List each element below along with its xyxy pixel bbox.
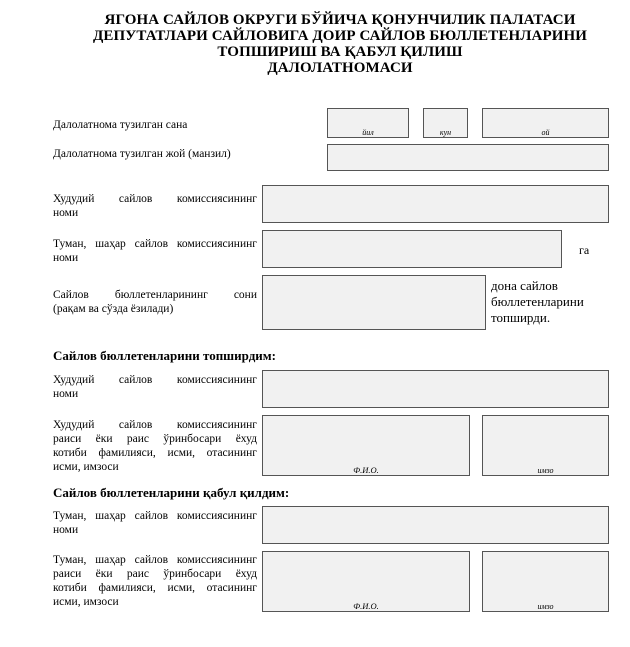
received-commission-field[interactable] (262, 506, 609, 544)
handed-signature-field[interactable] (482, 415, 609, 476)
month-field[interactable] (482, 108, 609, 138)
ballots-count-suffix: дона сайлов бюллетенларини топширди. (491, 278, 584, 325)
place-field[interactable] (327, 144, 609, 171)
district-commission-field[interactable] (262, 185, 609, 223)
ballots-count-field[interactable] (262, 275, 486, 330)
city-commission-label: Туман, шаҳар сайлов комиссиясининг номи (53, 238, 257, 264)
received-signature-field[interactable] (482, 551, 609, 612)
title-line-3: ТОПШИРИШ ВА ҚАБУЛ ҚИЛИШ (217, 44, 463, 60)
document-title (60, 12, 620, 76)
year-caption: йил (362, 128, 374, 137)
title-line-4: ДАЛОЛАТНОМАСИ (267, 60, 413, 76)
date-label: Далолатнома тузилган сана (53, 119, 188, 131)
received-signer-label: Туман, шаҳар сайлов комиссиясининг раиси ёки раис ўринбосари ёхуд котиби фамилияси, исми, отасининг исми, имзоси (53, 554, 257, 608)
ballots-count-label: Сайлов бюллетенларининг сони (рақам ва сўзда ёзилади) (53, 289, 257, 315)
handed-commission-label: Худудий сайлов комиссиясининг номи (53, 374, 257, 400)
received-commission-label: Туман, шаҳар сайлов комиссиясининг номи (53, 510, 257, 536)
place-label: Далолатнома тузилган жой (манзил) (53, 148, 231, 160)
day-caption: кун (439, 128, 452, 137)
handed-fio-caption: Ф.И.О. (353, 465, 379, 475)
district-commission-label: Худудий сайлов комиссиясининг номи (53, 193, 257, 219)
city-suffix: га (579, 243, 590, 257)
handed-signer-label: Худудий сайлов комиссиясининг раиси ёки раис ўринбосари ёхуд котиби фамилияси, исми, отасининг исми, имзоси (53, 419, 257, 473)
handed-signature-caption: имзо (537, 466, 554, 475)
received-section-heading: Сайлов бюллетенларини қабул қилдим: (53, 485, 290, 500)
received-fio-field[interactable] (262, 551, 470, 612)
title-line-2: ДЕПУТАТЛАРИ САЙЛОВИГА ДОИР САЙЛОВ БЮЛЛЕТЕНЛАРИНИ (92, 28, 588, 44)
handed-section-heading: Сайлов бюллетенларини топширдим: (53, 348, 276, 363)
received-signature-caption: имзо (537, 602, 554, 611)
city-commission-field[interactable] (262, 230, 562, 268)
year-field[interactable] (327, 108, 409, 138)
handed-fio-field[interactable] (262, 415, 470, 476)
received-fio-caption: Ф.И.О. (353, 601, 379, 611)
day-field[interactable] (423, 108, 468, 138)
title-line-1: ЯГОНА САЙЛОВ ОКРУГИ БЎЙИЧА ҚОНУНЧИЛИК ПАЛАТАСИ (104, 12, 576, 28)
month-caption: ой (541, 128, 550, 137)
handed-commission-field[interactable] (262, 370, 609, 408)
